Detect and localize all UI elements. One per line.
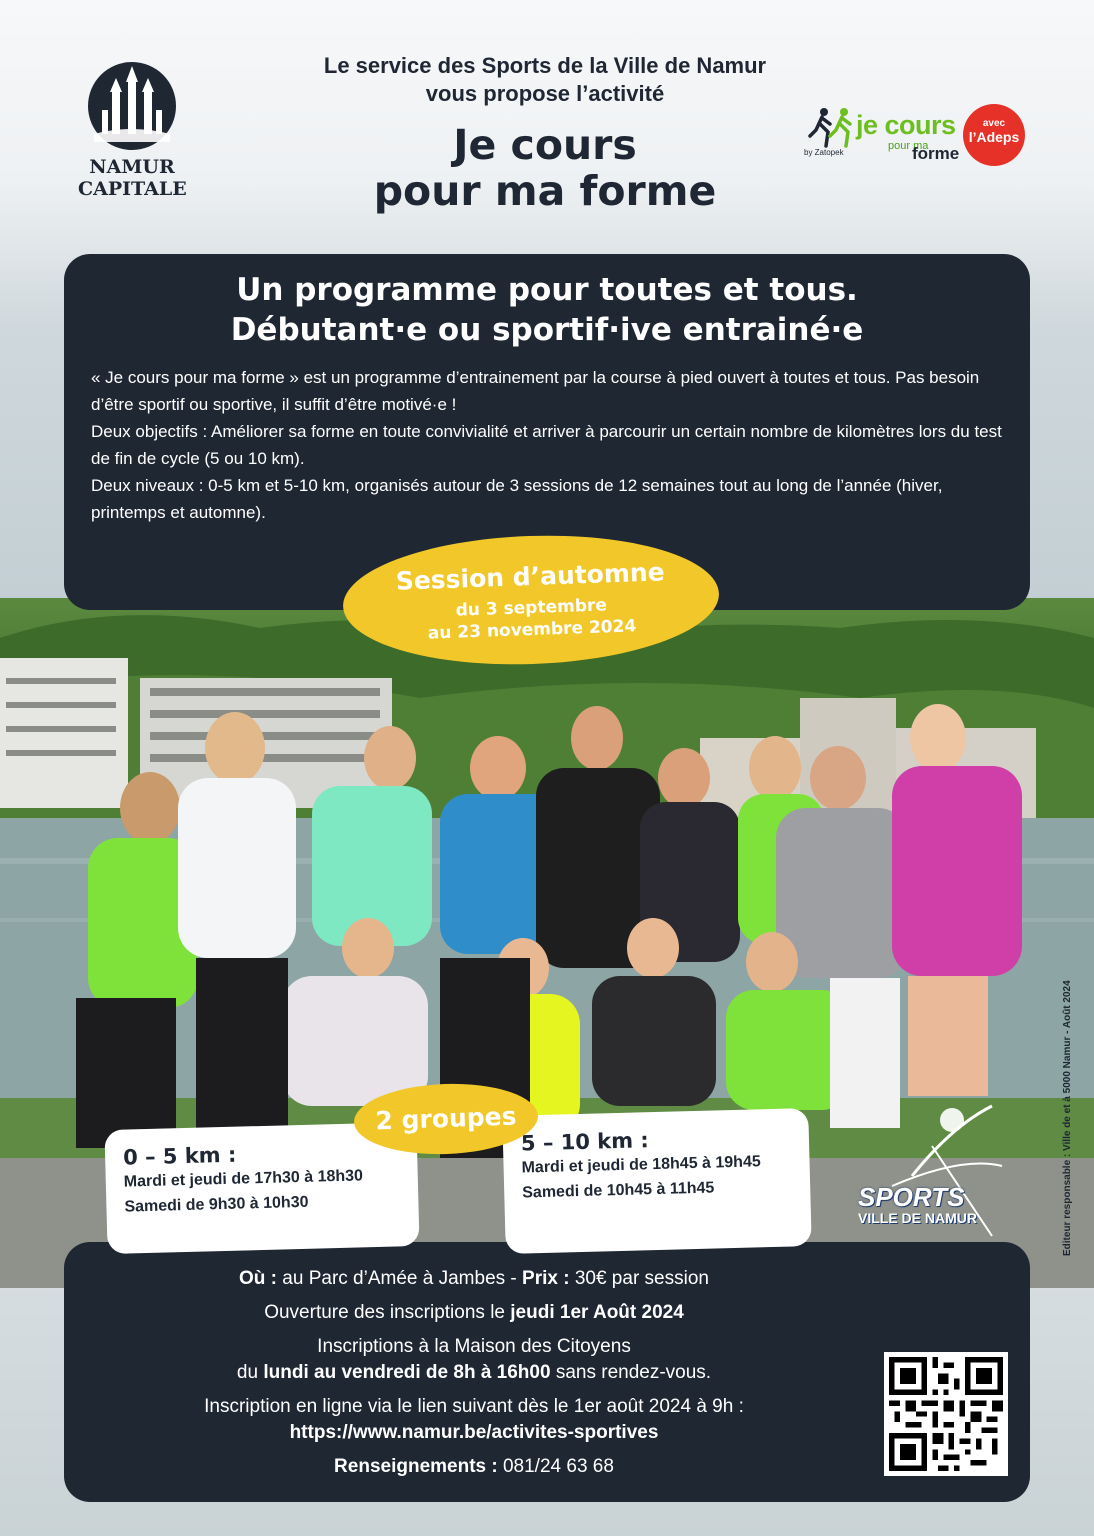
where-value: au Parc d’Amée à Jambes - xyxy=(282,1268,523,1289)
contact-phone[interactable]: 081/24 63 68 xyxy=(502,1456,614,1477)
group-2-schedule-2: Samedi de 10h45 à 11h45 xyxy=(522,1179,715,1202)
title-line-1: Je cours xyxy=(453,121,637,169)
logo-line-1: NAMUR xyxy=(89,156,175,178)
opening-text: Ouverture des inscriptions le xyxy=(264,1302,511,1323)
adeps-line-2: l’Adeps xyxy=(968,129,1020,145)
price-label: Prix : xyxy=(522,1268,570,1289)
info-box xyxy=(64,1242,1030,1502)
program-heading xyxy=(64,270,1030,350)
page-title xyxy=(280,122,810,214)
intro-line-1: Le service des Sports de la Ville de Namur xyxy=(323,53,767,78)
logo-word-3: forme xyxy=(912,144,960,163)
group-2-title: 5 – 10 km : xyxy=(520,1128,650,1156)
namur-capitale-logo xyxy=(78,60,186,210)
runners-icon xyxy=(808,106,860,152)
intro-text xyxy=(230,52,860,108)
contact-label: Renseignements : xyxy=(334,1456,498,1477)
publisher-credit: Editeur responsable : Ville de et à 5000 Namur - Août 2024 xyxy=(1062,980,1073,1256)
qr-code[interactable] xyxy=(884,1352,1008,1476)
session-dates-line-2: au 23 novembre 2024 xyxy=(427,616,637,644)
title-line-2: pour ma forme xyxy=(373,167,717,215)
opening-line xyxy=(64,1300,884,1325)
group-1-schedule-1: Mardi et jeudi de 17h30 à 18h30 xyxy=(123,1167,364,1191)
logo-line-2: CAPITALE xyxy=(78,178,187,200)
opening-date: jeudi 1er Août 2024 xyxy=(510,1302,684,1323)
online-registration-line: Inscription en ligne via le lien suivant dès le 1er août 2024 à 9h : xyxy=(204,1396,744,1417)
registration-prefix: du xyxy=(236,1362,264,1383)
logo-word-2: pour ma xyxy=(888,140,929,152)
program-paragraph-1: « Je cours pour ma forme » est un programme d’entrainement par la course à pied ouvert à toutes et tous. Pas besoin d’être sportif ou sportive, il suffit d’être motivé·e ! xyxy=(91,368,980,414)
sports-logo-line-1: SPORTS xyxy=(858,1182,965,1212)
sports-ville-de-namur-logo xyxy=(852,1086,1012,1246)
groups-badge: 2 groupes xyxy=(353,1081,539,1157)
program-paragraph-3: Deux niveaux : 0-5 km et 5-10 km, organisés autour de 3 sessions de 12 semaines tout au long de l’année (hiver, printemps et automne). xyxy=(91,476,943,522)
price-value: 30€ par session xyxy=(574,1268,709,1289)
program-heading-line-2: Débutant·e ou sportif·ive entrainé·e xyxy=(230,312,864,348)
qr-code-icon xyxy=(889,1357,1003,1471)
castle-icon xyxy=(86,60,178,152)
where-label: Où : xyxy=(239,1268,278,1289)
session-title: Session d’automne xyxy=(395,557,666,596)
logo-word-1: je cours xyxy=(856,110,956,140)
program-paragraph-2: Deux objectifs : Améliorer sa forme en toute convivialité et arriver à parcourir un certain nombre de kilomètres lors du test de fin de cycle (5 ou 10 km). xyxy=(91,422,1002,468)
contact-line xyxy=(64,1454,884,1479)
group-1-title: 0 – 5 km : xyxy=(122,1142,237,1170)
session-dates-line-1: du 3 septembre xyxy=(455,595,608,621)
registration-line-2 xyxy=(64,1360,884,1385)
group-2-schedule-1: Mardi et jeudi de 18h45 à 19h45 xyxy=(521,1153,761,1177)
sports-logo-line-2: VILLE DE NAMUR xyxy=(858,1210,977,1226)
registration-url-link[interactable]: https://www.namur.be/activites-sportives xyxy=(289,1422,659,1443)
logo-by-text: by Zatopek xyxy=(804,148,844,157)
group-card-5-10km xyxy=(502,1108,812,1254)
program-description xyxy=(91,364,1004,526)
je-cours-pour-ma-forme-logo xyxy=(804,102,1028,172)
location-price-line xyxy=(64,1266,884,1291)
registration-line-1: Inscriptions à la Maison des Citoyens xyxy=(317,1336,631,1357)
adeps-badge xyxy=(963,104,1025,166)
program-heading-line-1: Un programme pour toutes et tous. xyxy=(236,272,858,308)
group-1-schedule-2: Samedi de 9h30 à 10h30 xyxy=(124,1193,309,1216)
intro-line-2: vous propose l’activité xyxy=(425,81,665,106)
registration-suffix: sans rendez-vous. xyxy=(550,1362,712,1383)
registration-hours: lundi au vendredi de 8h à 16h00 xyxy=(263,1362,551,1383)
adeps-line-1: avec xyxy=(982,118,1006,129)
